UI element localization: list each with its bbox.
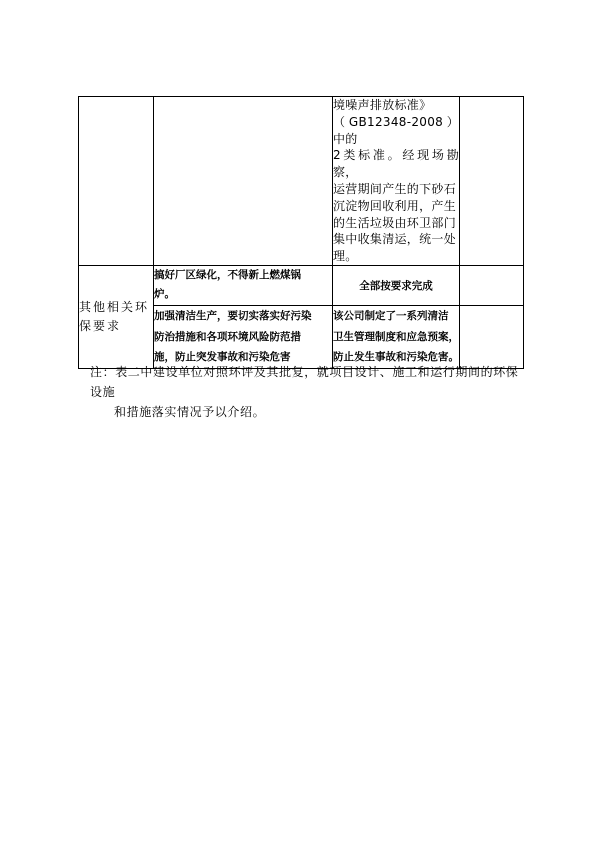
noise-standard-continued-cell: 境噪声排放标准》 （GB12348-2008）中的 2类标准。经现场勘察， 运营期间产生的下砂石 沉淀物回收利用，产生 的生活垃圾由环卫部门 集中收集清运，统一处 理。 [333,97,460,266]
empty-cell [460,97,524,266]
empty-cell [79,97,154,266]
empty-cell [154,97,333,266]
implementation-greening-cell: 全部按要求完成 [333,265,460,305]
requirement-clean-production-cell: 加强清洁生产，要切实落实好污染 防治措施和各项环境风险防范措 施，防止突发事故和污染危害 [154,305,333,368]
footnote-line-2: 和措施落实情况予以介绍。 [114,405,266,419]
footnote-line-1: 注：表二中建设单位对照环评及其批复，就项目设计、施工和运行期间的环保设施 [90,365,519,399]
table-row [79,265,524,305]
table-footnote [90,362,530,422]
implementation-clean-production-cell: 该公司制定了一系列清洁 卫生管理制度和应急预案， 防止发生事故和污染危害。 [333,305,460,368]
empty-cell [460,265,524,305]
requirement-greening-cell: 搞好厂区绿化，不得新上燃煤锅 炉。 [154,265,333,305]
environmental-measures-table [78,96,524,369]
empty-cell [460,305,524,368]
other-requirements-label: 其他相关环保要求 [79,265,154,368]
table-row [79,97,524,266]
